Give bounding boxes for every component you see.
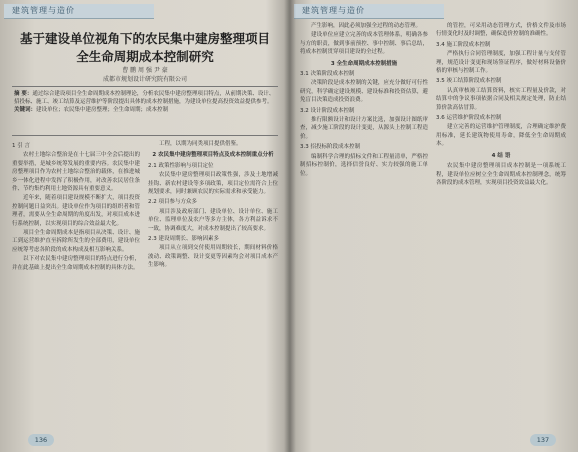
section-heading: 2.2 项目参与方众多 xyxy=(148,199,197,206)
section-heading: 3.2 设计阶段成本控制 xyxy=(300,107,355,114)
left-page xyxy=(4,0,286,452)
keywords-label: 关键词： xyxy=(14,107,37,113)
body-paragraph: 建设单位应建立完善的成本管理体系，明确各参与方的职责，做到事前预控、事中控制、事后总结，将成本控制贯穿项目建设的全过程。 xyxy=(300,32,428,56)
body-paragraph: 建立完善的运营维护管理制度，合理确定维护费用标准，延长建筑物使用寿命，降低全生命周期成本。 xyxy=(436,124,566,148)
body-paragraph: 编制科学合理的招标文件和工程量清单，严格控制招标控制价，选择信誉良好、实力较强的施工单位。 xyxy=(300,153,428,177)
abstract xyxy=(14,90,276,114)
right-column-1 xyxy=(300,22,428,432)
body-paragraph: 项目从立项到交付使用周期较长，期间材料价格波动、政策调整、设计变更等因素均会对项目成本产生影响。 xyxy=(148,245,278,269)
author-affiliation: 成都市规划设计研究院有限公司 xyxy=(102,76,187,83)
left-running-header xyxy=(4,4,154,19)
left-column-2 xyxy=(148,140,278,430)
section-heading: 4 结 语 xyxy=(491,152,511,159)
right-page-number: 137 xyxy=(530,434,556,446)
section-heading: 3 全生命周期成本控制措施 xyxy=(330,60,398,67)
abstract-text: 通过综合建设项目全生命周期成本控制理论，分析农民集中建房整理项目特点，从前期决策、设计、招投标、施工、竣工结算及运营维护等阶段提出具体的成本控制措施，为建设单位提高投资效益提供参考。 xyxy=(14,91,275,105)
section-heading: 3.3 招投标阶段成本控制 xyxy=(300,144,360,151)
left-header-text: 建筑管理与造价 xyxy=(12,6,75,15)
abstract-box xyxy=(12,86,278,136)
body-paragraph: 项目全生命周期成本是指项目从决策、设计、施工到运营维护直至拆除所发生的全部费用，建设单位应统筹考虑各阶段的成本构成及相互影响关系。 xyxy=(12,230,140,253)
right-column-2 xyxy=(436,22,566,432)
body-paragraph: 决策阶段是成本控制的关键，应充分做好可行性研究，科学确定建设规模、建设标准和投资估算，避免盲目决策造成投资浪费。 xyxy=(300,80,428,104)
section-heading: 3.4 施工阶段成本控制 xyxy=(436,41,491,48)
right-running-header xyxy=(294,4,444,19)
body-paragraph: 农民集中建房整理项目成本控制是一项系统工程，建设单位应树立全生命周期成本控制理念，统筹各阶段的成本管理，实现项目投资效益最大化。 xyxy=(436,163,566,186)
left-column-1 xyxy=(12,140,140,430)
body-paragraph: 农村土地综合整治是在十七届三中全会后提出的重要举措，是城乡统筹发展的重要内容。农民集中建房整理项目作为农村土地综合整治的载体，在推进城乡一体化进程中发挥了积极作用，对改善农民居住条件、节约集约利用土地资源具有重要意义。 xyxy=(12,152,140,193)
section-heading: 2.3 建设周期长、影响因素多 xyxy=(148,236,219,243)
author-names: 曹 鹏 周 强 尹 豪 xyxy=(122,67,168,74)
section-heading: 2 农民集中建房整理项目特点及成本控制重点分析 xyxy=(152,152,274,159)
article-title-line-2: 全生命周期成本控制研究 xyxy=(76,49,214,64)
section-heading: 3.5 竣工结算阶段成本控制 xyxy=(436,78,502,85)
body-paragraph: 推行限额设计和设计方案比选，加强设计图纸审查，减少施工阶段的设计变更，从源头上控制工程造价。 xyxy=(300,117,428,140)
section-heading: 1 引 言 xyxy=(12,143,30,149)
body-paragraph: 认真审核竣工结算资料，核实工程量及价款，对结算中的争议事项依据合同及相关规定处理，防止结算价款高估冒算。 xyxy=(436,87,566,111)
book-spine-shadow xyxy=(284,0,296,452)
body-paragraph: 近年来，随着项目建设规模不断扩大，项目投资控制问题日益突出。建设单位作为项目的组织者和管理者，需要从全生命周期的角度出发，对项目成本进行系统控制，以实现项目的综合效益最大化。 xyxy=(12,195,140,227)
left-page-number: 136 xyxy=(28,434,54,446)
keywords-text: 建设单位；农民集中建房整理；全生命周期；成本控制 xyxy=(36,107,169,113)
article-title-line-1: 基于建设单位视角下的农民集中建房整理项目 xyxy=(19,31,270,46)
body-paragraph: 产生影响，因此必须加强全过程的动态管理。 xyxy=(311,23,422,29)
section-heading: 3.1 决策阶段成本控制 xyxy=(300,71,355,78)
right-page xyxy=(294,0,574,452)
body-paragraph: 以下对农民集中建房整理项目的特点进行分析，并在此基础上提出全生命周期成本控制的具体方法。 xyxy=(12,256,140,271)
body-paragraph: 工程，以期为同类项目提供借鉴。 xyxy=(159,141,242,147)
right-header-text: 建筑管理与造价 xyxy=(302,6,365,15)
abstract-label: 摘 要： xyxy=(14,91,33,97)
section-heading: 2.1 政策性影响与项目定位 xyxy=(148,162,214,169)
body-paragraph: 项目涉及政府部门、建设单位、设计单位、施工单位、监理单位及农户等多方主体，各方利益诉求不一致，协调难度大，对成本控制提出了较高要求。 xyxy=(148,208,278,232)
body-paragraph: 的管控，可采用动态管理方式，价格文件及市场行情变化时及时调整，确保造价控制的准确性。 xyxy=(436,23,566,38)
article-title xyxy=(14,30,276,66)
author-block xyxy=(14,66,276,84)
body-paragraph: 农民集中建房整理项目政策性强，涉及土地增减挂钩、新农村建设等多项政策，项目定位需符合上位规划要求，同时兼顾农民的实际需求和承受能力。 xyxy=(148,172,278,196)
section-heading: 3.6 运营维护阶段成本控制 xyxy=(436,115,502,122)
body-paragraph: 严格执行合同管理制度，加强工程计量与支付管理，规范设计变更和现场签证程序，做好材料设备价格的审核与控制工作。 xyxy=(436,51,566,75)
